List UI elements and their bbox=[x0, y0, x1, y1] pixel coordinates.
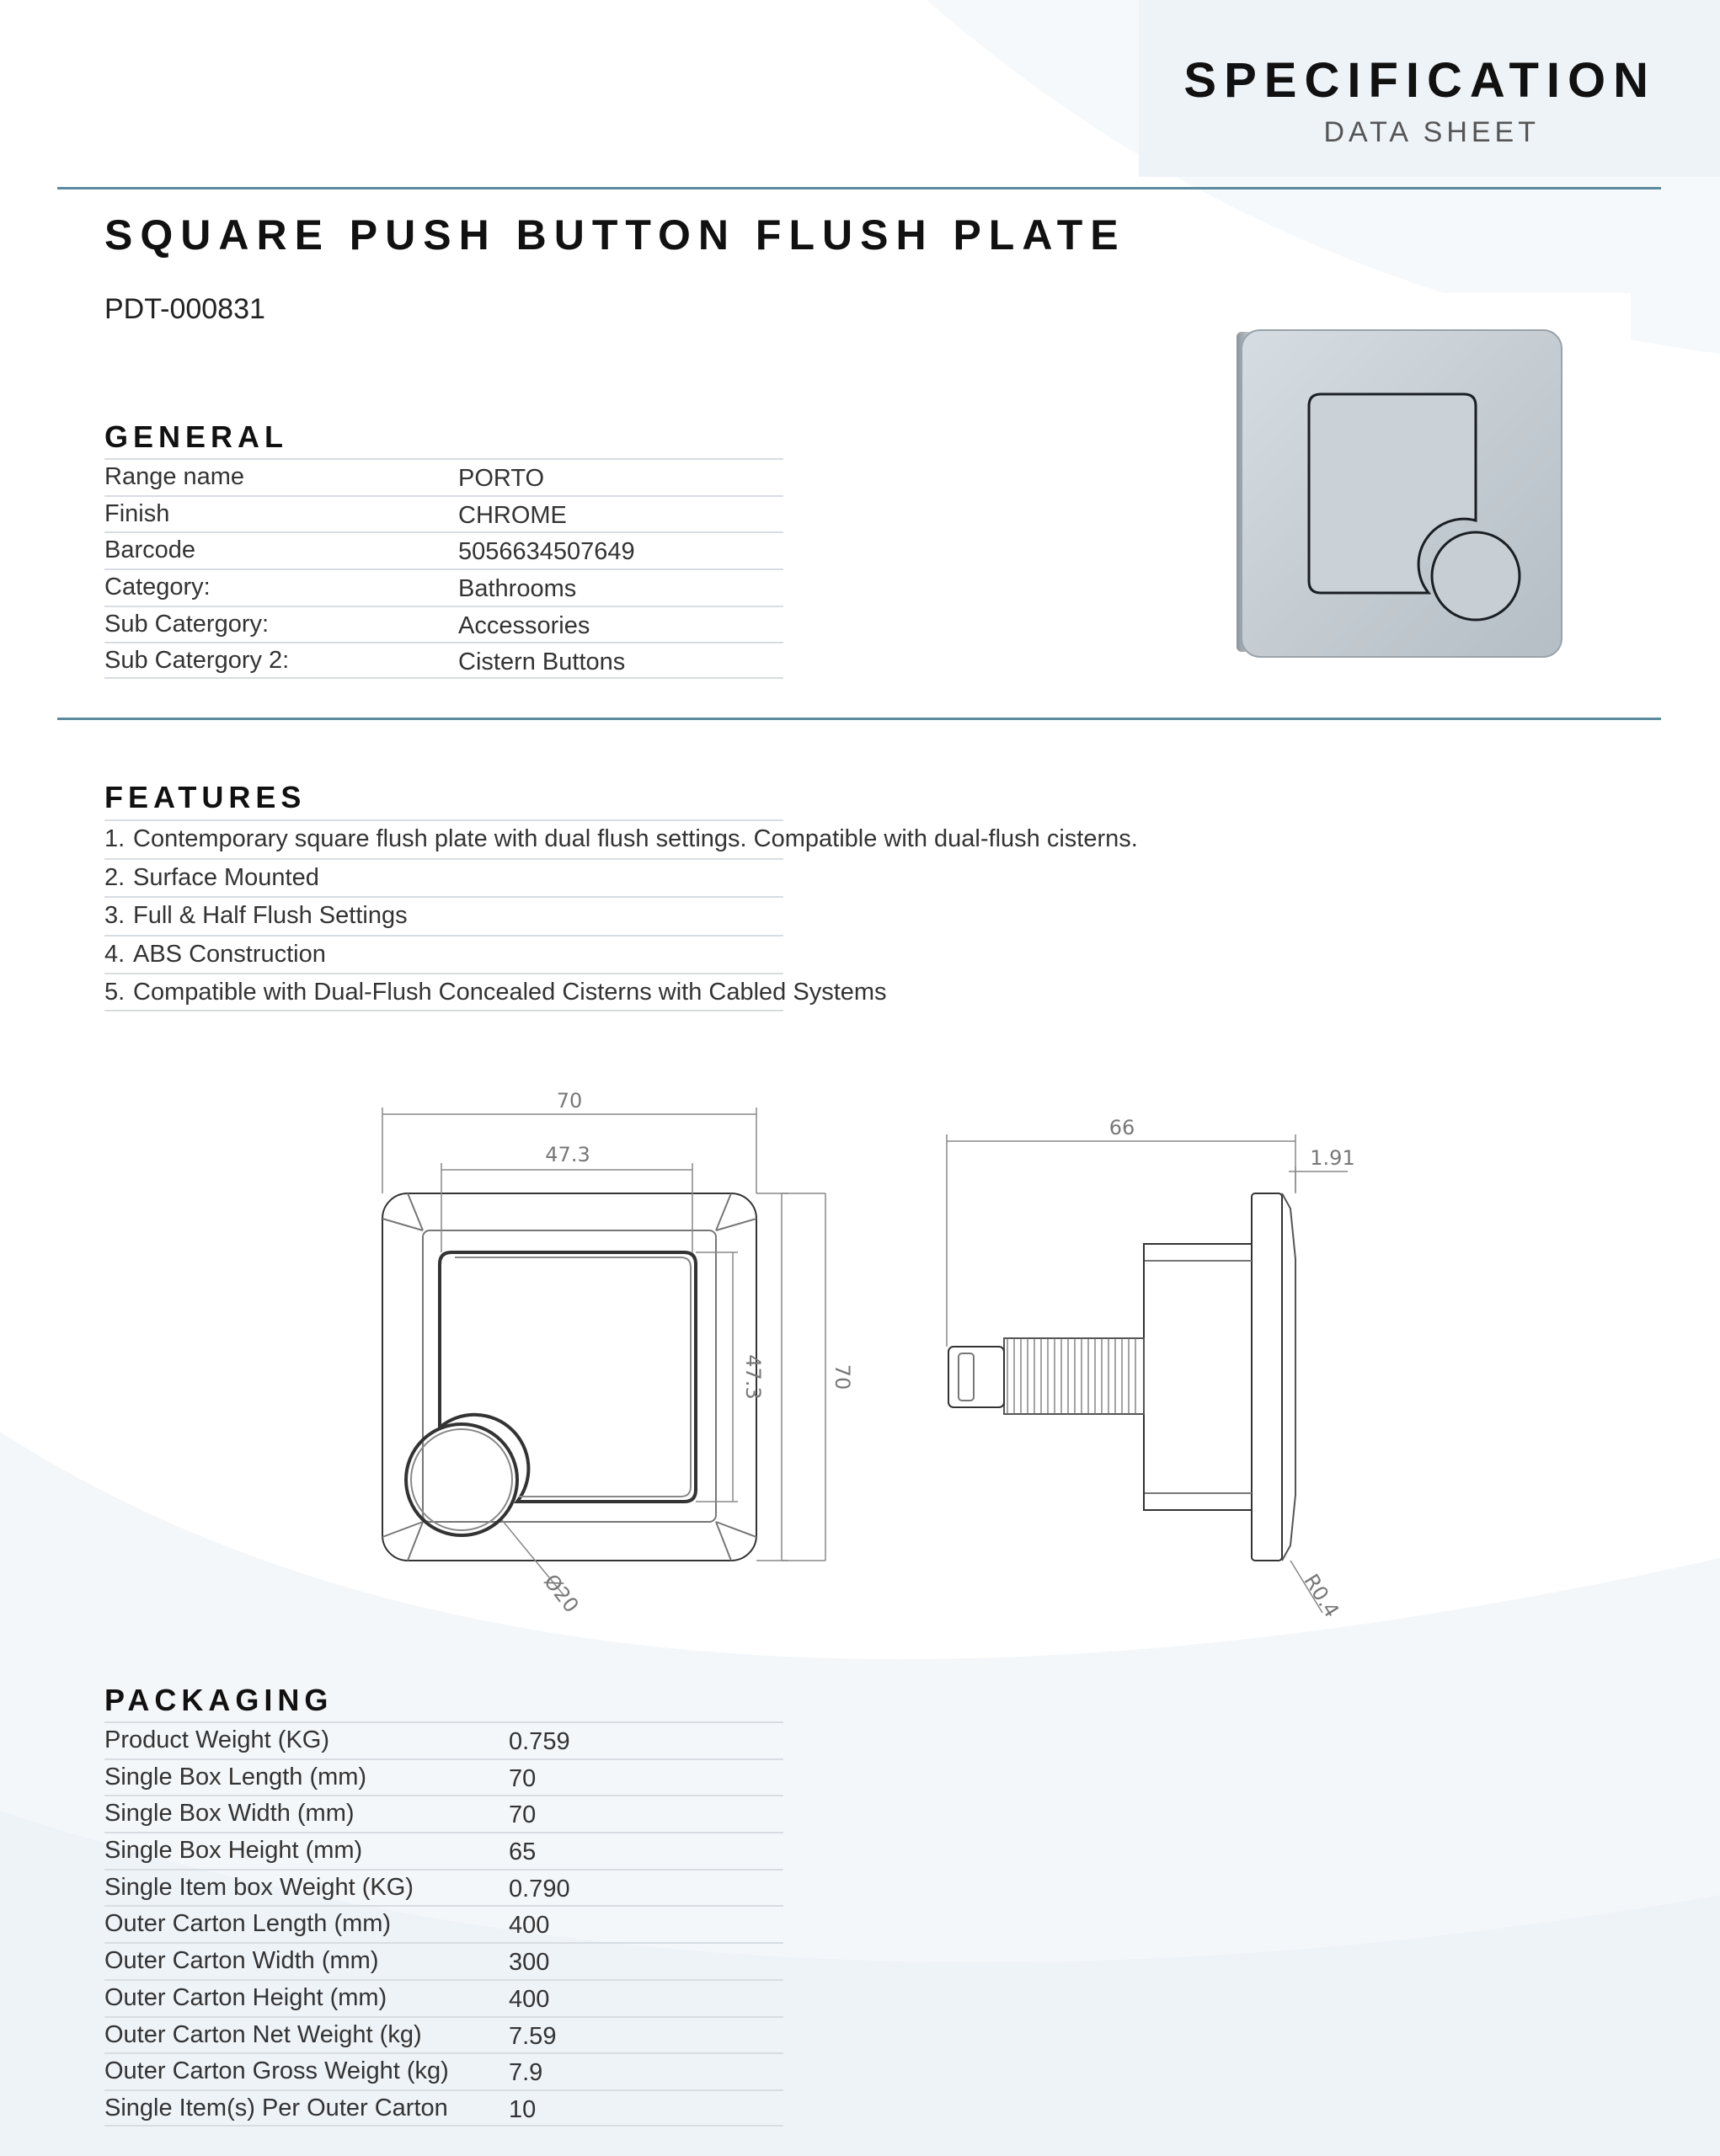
dim-plate-thickness: 1.91 bbox=[1310, 1146, 1355, 1170]
product-title: SQUARE PUSH BUTTON FLUSH PLATE bbox=[104, 211, 1126, 259]
row-value: 70 bbox=[509, 1764, 537, 1792]
dim-overall-width: 70 bbox=[556, 1089, 583, 1113]
table-row bbox=[104, 1979, 783, 2016]
table-row bbox=[104, 642, 783, 679]
row-label: Single Box Height (mm) bbox=[104, 1837, 363, 1865]
features-list bbox=[104, 819, 1138, 1011]
row-label: Sub Catergory 2: bbox=[104, 647, 290, 675]
dim-small-button-diameter: Ø20 bbox=[539, 1569, 584, 1618]
row-value: 300 bbox=[509, 1949, 550, 1977]
table-row bbox=[104, 531, 783, 568]
document-title: SPECIFICATION bbox=[1183, 53, 1656, 108]
list-item bbox=[104, 935, 783, 974]
dim-side-depth: 66 bbox=[1108, 1116, 1135, 1139]
row-label: Outer Carton Length (mm) bbox=[104, 1910, 392, 1938]
table-row bbox=[104, 2052, 783, 2089]
general-heading: GENERAL bbox=[104, 419, 289, 454]
dim-overall-height: 70 bbox=[831, 1364, 854, 1390]
table-row bbox=[104, 458, 783, 495]
row-value: 0.790 bbox=[509, 1875, 570, 1903]
row-value: Bathrooms bbox=[458, 575, 577, 603]
row-label: Single Item box Weight (KG) bbox=[104, 1873, 414, 1901]
features-heading: FEATURES bbox=[104, 780, 307, 814]
row-label: Product Weight (KG) bbox=[104, 1726, 330, 1753]
item-text: Compatible with Dual-Flush Concealed Cisterns with Cabled Systems bbox=[133, 979, 887, 1006]
product-code: PDT-000831 bbox=[104, 293, 265, 325]
row-label: Range name bbox=[104, 463, 245, 490]
dim-button-height: 47.3 bbox=[741, 1354, 765, 1400]
list-item bbox=[104, 858, 783, 897]
dim-edge-radius: R0.4 bbox=[1299, 1570, 1344, 1621]
table-row bbox=[104, 1905, 783, 1942]
item-number: 5. bbox=[104, 979, 126, 1006]
list-item bbox=[104, 973, 887, 1011]
item-number: 4. bbox=[104, 940, 126, 968]
row-label: Outer Carton Height (mm) bbox=[104, 1983, 387, 2011]
row-label: Outer Carton Width (mm) bbox=[104, 1947, 379, 1975]
row-label: Outer Carton Net Weight (kg) bbox=[104, 2020, 422, 2048]
list-item bbox=[104, 819, 1138, 858]
row-label: Outer Carton Gross Weight (kg) bbox=[104, 2057, 449, 2085]
list-item bbox=[104, 896, 783, 935]
row-value: 70 bbox=[509, 1801, 537, 1829]
row-label: Finish bbox=[104, 499, 170, 527]
row-value: 400 bbox=[509, 1912, 550, 1940]
row-value: 7.59 bbox=[509, 2022, 557, 2050]
table-row bbox=[104, 1758, 783, 1796]
row-value: Cistern Buttons bbox=[458, 648, 626, 676]
packaging-table bbox=[104, 1721, 783, 2127]
middle-divider bbox=[57, 718, 1661, 720]
packaging-heading: PACKAGING bbox=[104, 1683, 334, 1717]
item-number: 3. bbox=[104, 902, 126, 930]
item-number: 1. bbox=[104, 825, 126, 852]
product-image bbox=[1087, 293, 1631, 714]
row-value: 65 bbox=[509, 1838, 537, 1866]
row-label: Single Box Length (mm) bbox=[104, 1763, 367, 1790]
row-label: Sub Catergory: bbox=[104, 610, 270, 638]
row-value: 0.759 bbox=[509, 1728, 570, 1755]
table-row bbox=[104, 495, 783, 532]
table-row bbox=[104, 1942, 783, 1979]
table-row bbox=[104, 568, 783, 606]
row-label: Single Box Width (mm) bbox=[104, 1800, 355, 1828]
row-value: CHROME bbox=[458, 501, 567, 529]
row-value: 10 bbox=[509, 2095, 537, 2123]
table-row bbox=[104, 2016, 783, 2053]
row-value: 5056634507649 bbox=[458, 538, 635, 566]
item-number: 2. bbox=[104, 863, 126, 891]
row-value: Accessories bbox=[458, 611, 590, 639]
item-text: Contemporary square flush plate with dual flush settings. Compatible with dual-flush cisterns. bbox=[133, 825, 1138, 852]
technical-drawing bbox=[354, 1074, 1390, 1621]
document-subtitle: DATA SHEET bbox=[1323, 116, 1540, 148]
table-row bbox=[104, 2089, 783, 2127]
table-row bbox=[104, 1869, 783, 1906]
row-label: Single Item(s) Per Outer Carton bbox=[104, 2094, 448, 2121]
table-row bbox=[104, 1721, 783, 1758]
item-text: Full & Half Flush Settings bbox=[133, 902, 408, 930]
table-row bbox=[104, 1832, 783, 1869]
row-value: PORTO bbox=[458, 465, 545, 492]
row-value: 7.9 bbox=[509, 2059, 543, 2087]
general-table bbox=[104, 458, 783, 679]
top-divider bbox=[57, 187, 1661, 189]
dim-button-width: 47.3 bbox=[545, 1143, 590, 1166]
item-text: ABS Construction bbox=[133, 940, 326, 968]
row-label: Category: bbox=[104, 574, 211, 601]
item-text: Surface Mounted bbox=[133, 863, 319, 891]
table-row bbox=[104, 1795, 783, 1832]
row-label: Barcode bbox=[104, 536, 196, 564]
table-row bbox=[104, 606, 783, 643]
row-value: 400 bbox=[509, 1985, 550, 2013]
